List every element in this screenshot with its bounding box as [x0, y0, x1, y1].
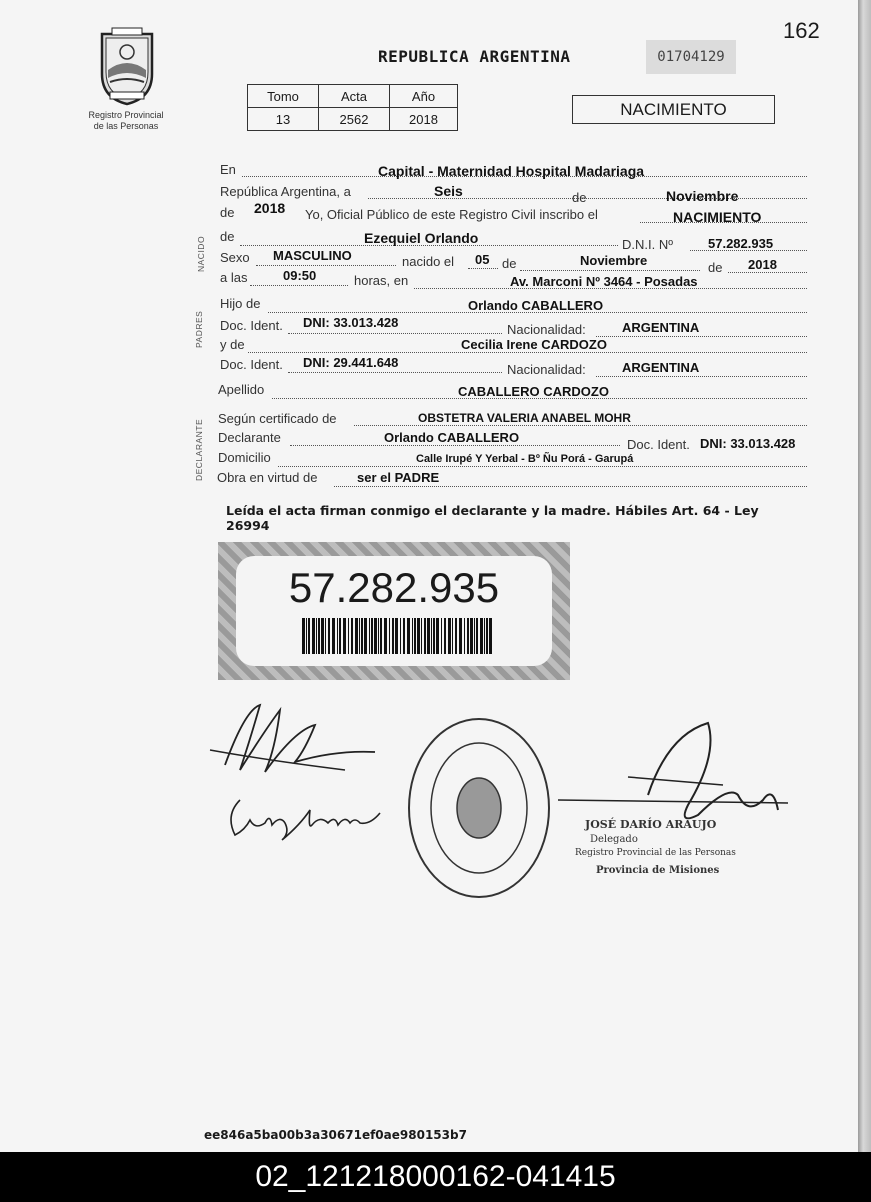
value-lugar-nac: Av. Marconi Nº 3464 - Posadas: [510, 274, 698, 289]
dotted-line: [468, 268, 498, 269]
value-anio: 2018: [254, 200, 286, 216]
record-type-box: NACIMIENTO: [572, 95, 775, 124]
official-signature: [548, 715, 798, 855]
record-table-cell: 13: [248, 108, 319, 131]
value-lugar: Capital - Maternidad Hospital Madariaga: [378, 163, 645, 179]
provincial-emblem-logo: [96, 26, 158, 106]
label-declarante: Declarante: [218, 430, 281, 445]
dotted-line: [256, 265, 396, 266]
value-hora: 09:50: [283, 268, 317, 283]
label-horas-en: horas, en: [354, 273, 409, 288]
dotted-line: [596, 336, 807, 337]
value-mes-nac: Noviembre: [580, 253, 648, 268]
label-doc-ident2: Doc. Ident.: [220, 357, 283, 372]
record-table-header: Acta: [319, 85, 390, 108]
value-anio-nac: 2018: [748, 257, 777, 272]
value-madre-nac: ARGENTINA: [622, 360, 700, 375]
value-dia-nac: 05: [475, 252, 490, 267]
father-signature: [205, 690, 385, 790]
dotted-line: [354, 425, 807, 426]
footer-id-bar: 02_121218000162-041415: [0, 1152, 871, 1202]
stamp-official-role: Delegado: [590, 834, 638, 845]
label-domicilio: Domicilio: [218, 450, 271, 465]
page-number: 162: [783, 18, 820, 43]
label-dni: D.N.I. Nº: [622, 237, 673, 252]
label-republica: República Argentina, a: [220, 184, 351, 199]
label-de4: de: [502, 256, 517, 271]
closing-note: Leída el acta firman conmigo el declarante y la madre. Hábiles Art. 64 - Ley 26994: [226, 503, 759, 533]
value-mes: Noviembre: [666, 188, 739, 204]
dotted-line: [248, 352, 807, 353]
dotted-line: [288, 333, 502, 334]
label-de2: de: [220, 205, 235, 220]
record-table-value-row: [248, 108, 458, 131]
label-nacionalidad: Nacionalidad:: [507, 322, 586, 337]
record-table: [247, 84, 458, 131]
label-nacionalidad2: Nacionalidad:: [507, 362, 586, 377]
dotted-line: [334, 486, 807, 487]
record-table-cell: 2018: [390, 108, 458, 131]
label-segun-certificado: Según certificado de: [218, 411, 337, 426]
value-obra: ser el PADRE: [357, 470, 440, 485]
mother-signature-drawing: [220, 785, 390, 845]
value-madre: Cecilia Irene CARDOZO: [461, 337, 607, 352]
record-table-cell: 2562: [319, 108, 390, 131]
label-a-las: a las: [220, 270, 248, 285]
dotted-line: [728, 272, 807, 273]
barcode: [302, 618, 494, 654]
value-nombre: Ezequiel Orlando: [364, 230, 479, 246]
side-label-nacido: NACIDO: [196, 235, 206, 272]
value-padre: Orlando CABALLERO: [468, 298, 604, 313]
value-apellido: CABALLERO CARDOZO: [458, 384, 609, 399]
book-page-edge: [858, 0, 871, 1152]
sticker-dni-number: 57.282.935: [288, 564, 500, 611]
label-y-de: y de: [220, 337, 245, 352]
official-seal: [405, 715, 553, 901]
stamp-official-name: JOSÉ DARÍO ARAUJO: [585, 818, 717, 831]
value-declarante: Orlando CABALLERO: [384, 430, 520, 445]
label-apellido: Apellido: [218, 382, 265, 397]
label-hijo-de: Hijo de: [220, 296, 261, 311]
dni-number-sticker: [218, 542, 570, 680]
label-obra: Obra en virtud de: [217, 470, 318, 485]
value-madre-doc: DNI: 29.441.648: [303, 355, 399, 370]
label-nacido-el: nacido el: [402, 254, 455, 269]
dotted-line: [288, 372, 502, 373]
value-padre-doc: DNI: 33.013.428: [303, 315, 399, 330]
dotted-line: [290, 445, 620, 446]
value-acto: NACIMIENTO: [673, 209, 762, 225]
label-doc-ident3: Doc. Ident.: [627, 437, 690, 452]
dotted-line: [250, 285, 348, 286]
dotted-line: [520, 270, 700, 271]
label-sexo: Sexo: [220, 250, 250, 265]
label-yo: Yo, Oficial Público de este Registro Civil inscribo el: [305, 207, 598, 222]
value-dia-letras: Seis: [434, 183, 463, 199]
label-de5: de: [708, 260, 723, 275]
value-domicilio: Calle Irupé Y Yerbal - Bº Ñu Porá - Garupá: [416, 453, 634, 465]
record-table-header-row: [248, 85, 458, 108]
dotted-line: [278, 466, 807, 467]
stamp-province: Provincia de Misiones: [596, 865, 720, 876]
value-sexo: MASCULINO: [273, 248, 352, 263]
value-dni: 57.282.935: [708, 236, 774, 251]
serial-number: 01704129: [646, 40, 736, 74]
logo-caption-line1: Registro Provincial: [88, 110, 164, 120]
value-declarante-doc: DNI: 33.013.428: [700, 436, 796, 451]
logo-caption-line2: de las Personas: [93, 121, 159, 131]
logo-caption: [76, 110, 176, 132]
label-de: de: [572, 190, 587, 205]
label-doc-ident: Doc. Ident.: [220, 318, 283, 333]
record-table-header: Tomo: [248, 85, 319, 108]
record-table-header: Año: [390, 85, 458, 108]
side-label-declarante: DECLARANTE: [194, 418, 204, 481]
stamp-registry: Registro Provincial de las Personas: [575, 848, 736, 858]
value-certificado: OBSTETRA VALERIA ANABEL MOHR: [418, 411, 631, 425]
side-label-padres: PADRES: [194, 310, 204, 348]
value-padre-nac: ARGENTINA: [622, 320, 700, 335]
dotted-line: [596, 376, 807, 377]
label-de3: de: [220, 229, 235, 244]
label-en: En: [220, 162, 236, 177]
document-hash: ee846a5ba00b3a30671ef0ae980153b7: [204, 1128, 467, 1142]
document-title: REPUBLICA ARGENTINA: [378, 47, 571, 66]
